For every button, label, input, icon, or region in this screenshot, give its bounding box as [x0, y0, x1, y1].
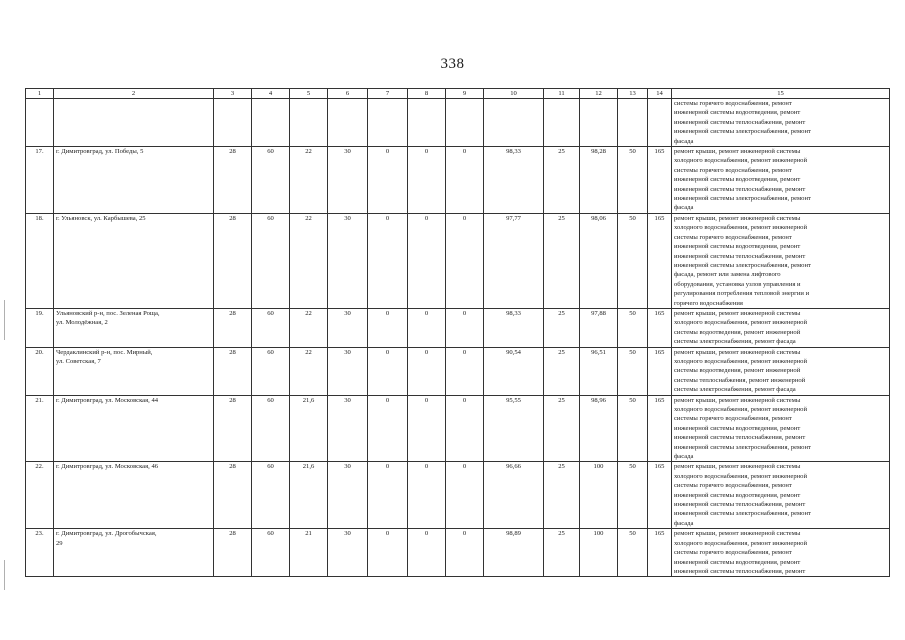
value-cell-c7: 0: [368, 347, 408, 395]
value-cell-c3: 28: [214, 147, 252, 214]
works-line: холодного водоснабжения, ремонт инженерной: [674, 157, 807, 165]
value-cell-c8: 0: [408, 395, 446, 462]
works-line: системы горячего водоснабжения, ремонт: [674, 233, 792, 241]
works-line: системы горячего водоснабжения, ремонт: [674, 100, 792, 107]
value-cell-c14: 165: [648, 147, 672, 214]
value-cell-c11: 25: [544, 147, 580, 214]
value-cell-c4: 60: [252, 347, 290, 395]
value-cell-c6: 30: [328, 462, 368, 529]
value-cell-c8: 0: [408, 308, 446, 347]
value-cell-c8: 0: [408, 529, 446, 577]
value-cell-c13: 50: [618, 347, 648, 395]
cell: [290, 99, 328, 147]
table-row: [26, 308, 890, 347]
works-line: системы электроснабжения, ремонт фасада: [674, 338, 796, 346]
column-header: 10: [484, 89, 544, 99]
value-cell-c10: 98,89: [484, 529, 544, 577]
value-cell-c10: 95,55: [484, 395, 544, 462]
address-line: ул. Молодёжная, 2: [56, 319, 108, 327]
value-cell-c6: 30: [328, 529, 368, 577]
works-cell: [672, 529, 890, 577]
works-line: инженерной системы теплоснабжения, ремонт: [674, 434, 806, 442]
works-line: ремонт крыши, ремонт инженерной системы: [674, 396, 801, 404]
works-line: инженерной системы электроснабжения, ремонт: [674, 195, 811, 203]
value-cell-c5: 22: [290, 347, 328, 395]
column-header: 9: [446, 89, 484, 99]
value-cell-c5: 21,6: [290, 395, 328, 462]
value-cell-c12: 97,88: [580, 308, 618, 347]
column-header: 6: [328, 89, 368, 99]
table-row: [26, 147, 890, 214]
value-cell-c7: 0: [368, 529, 408, 577]
address-line: г. Димитровград, ул. Дрогобычская,: [56, 530, 157, 538]
row-number: 23.: [26, 529, 54, 577]
works-line: инженерной системы теплоснабжения, ремонт: [674, 501, 806, 509]
address-cell: [54, 308, 214, 347]
value-cell-c12: 96,51: [580, 347, 618, 395]
value-cell-c9: 0: [446, 529, 484, 577]
value-cell-c8: 0: [408, 213, 446, 308]
works-line: инженерной системы теплоснабжения, ремонт: [674, 252, 806, 260]
works-line: инженерной системы водоотведения, ремонт: [674, 491, 801, 499]
page-number: 338: [440, 56, 465, 72]
value-cell-c3: 28: [214, 308, 252, 347]
works-cell: [672, 147, 890, 214]
value-cell-c4: 60: [252, 395, 290, 462]
works-line: ремонт крыши, ремонт инженерной системы: [674, 463, 801, 471]
value-cell-c5: 22: [290, 147, 328, 214]
works-line: инженерной системы водоотведения, ремонт: [674, 424, 801, 432]
works-line: системы электроснабжения, ремонт фасада: [674, 386, 796, 394]
scan-edge-mark: [4, 300, 5, 340]
works-line: инженерной системы водоотведения, ремонт: [674, 243, 801, 251]
works-line: холодного водоснабжения, ремонт инженерной: [674, 539, 807, 547]
works-line: инженерной системы электроснабжения, ремонт: [674, 261, 811, 269]
value-cell-c8: 0: [408, 147, 446, 214]
value-cell-c14: 165: [648, 462, 672, 529]
works-line: ремонт крыши, ремонт инженерной системы: [674, 309, 801, 317]
address-line: г. Димитровград, ул. Московская, 44: [56, 396, 159, 404]
row-number: 17.: [26, 147, 54, 214]
value-cell-c4: 60: [252, 529, 290, 577]
row-number: 19.: [26, 308, 54, 347]
works-line: системы горячего водоснабжения, ремонт: [674, 482, 792, 490]
value-cell-c5: 21,6: [290, 462, 328, 529]
address-line: ул. Советская, 7: [56, 357, 101, 365]
header-row: [26, 89, 890, 99]
value-cell-c10: 98,33: [484, 308, 544, 347]
works-line: оборудования, установка узлов управления и: [674, 280, 801, 288]
cell: [580, 99, 618, 147]
works-line: инженерной системы теплоснабжения, ремонт: [674, 118, 806, 126]
column-header: 4: [252, 89, 290, 99]
value-cell-c13: 50: [618, 147, 648, 214]
column-header: 8: [408, 89, 446, 99]
column-header: 13: [618, 89, 648, 99]
value-cell-c13: 50: [618, 462, 648, 529]
works-line: инженерной системы электроснабжения, ремонт: [674, 443, 811, 451]
table-body: [26, 99, 890, 577]
cell: [544, 99, 580, 147]
address-line: Ульяновский р-н, пос. Зеленая Роща,: [56, 309, 160, 317]
value-cell-c4: 60: [252, 462, 290, 529]
value-cell-c8: 0: [408, 462, 446, 529]
works-line: ремонт крыши, ремонт инженерной системы: [674, 348, 801, 356]
value-cell-c10: 98,33: [484, 147, 544, 214]
table-row: [26, 462, 890, 529]
cell: [648, 99, 672, 147]
column-header: 15: [672, 89, 890, 99]
works-cell: [672, 347, 890, 395]
works-cell: [672, 213, 890, 308]
works-line: холодного водоснабжения, ремонт инженерной: [674, 224, 807, 232]
cell: [26, 99, 54, 147]
value-cell-c5: 22: [290, 308, 328, 347]
works-line: фасада: [674, 453, 694, 461]
value-cell-c13: 50: [618, 213, 648, 308]
column-header: 3: [214, 89, 252, 99]
cell: [368, 99, 408, 147]
value-cell-c7: 0: [368, 308, 408, 347]
table-row: [26, 529, 890, 577]
address-line: г. Димитровград, ул. Московская, 46: [56, 463, 159, 471]
value-cell-c7: 0: [368, 147, 408, 214]
value-cell-c14: 165: [648, 347, 672, 395]
value-cell-c11: 25: [544, 462, 580, 529]
works-cell: [672, 462, 890, 529]
works-line: холодного водоснабжения, ремонт инженерной: [674, 357, 807, 365]
continuation-row: [26, 99, 890, 147]
value-cell-c9: 0: [446, 395, 484, 462]
value-cell-c9: 0: [446, 462, 484, 529]
value-cell-c5: 22: [290, 213, 328, 308]
works-line: инженерной системы водоотведения, ремонт: [674, 558, 801, 566]
works-line: системы водоотведения, ремонт инженерной: [674, 367, 801, 375]
value-cell-c14: 165: [648, 308, 672, 347]
address-cell: [54, 462, 214, 529]
address-cell: [54, 213, 214, 308]
works-line: горячего водоснабжения: [674, 299, 743, 307]
value-cell-c5: 21: [290, 529, 328, 577]
works-line: холодного водоснабжения, ремонт инженерной: [674, 406, 807, 413]
cell: [214, 99, 252, 147]
row-number: 21.: [26, 395, 54, 462]
table-row: [26, 347, 890, 395]
column-header: 1: [26, 89, 54, 99]
works-line: инженерной системы электроснабжения, ремонт: [674, 510, 811, 518]
column-header: 7: [368, 89, 408, 99]
cell: [618, 99, 648, 147]
works-line: фасада, ремонт или замена лифтового: [674, 271, 781, 279]
value-cell-c6: 30: [328, 308, 368, 347]
value-cell-c13: 50: [618, 395, 648, 462]
works-line: инженерной системы водоотведения, ремонт: [674, 176, 801, 184]
works-line: системы теплоснабжения, ремонт инженерной: [674, 376, 806, 384]
value-cell-c9: 0: [446, 347, 484, 395]
value-cell-c14: 165: [648, 213, 672, 308]
works-line: холодного водоснабжения, ремонт инженерной: [674, 319, 807, 327]
value-cell-c9: 0: [446, 213, 484, 308]
value-cell-c14: 165: [648, 529, 672, 577]
column-header: 12: [580, 89, 618, 99]
column-header: 11: [544, 89, 580, 99]
value-cell-c6: 30: [328, 213, 368, 308]
value-cell-c11: 25: [544, 308, 580, 347]
value-cell-c10: 90,54: [484, 347, 544, 395]
scan-edge-mark: [4, 560, 5, 590]
works-line: холодного водоснабжения, ремонт инженерной: [674, 472, 807, 480]
works-line: инженерной системы теплоснабжения, ремонт: [674, 567, 806, 575]
value-cell-c3: 28: [214, 529, 252, 577]
address-line: 29: [56, 539, 63, 547]
cell: [446, 99, 484, 147]
value-cell-c4: 60: [252, 147, 290, 214]
works-cell: [672, 395, 890, 462]
address-line: Чердаклинский р-н, пос. Мирный,: [56, 348, 153, 356]
value-cell-c7: 0: [368, 395, 408, 462]
value-cell-c3: 28: [214, 395, 252, 462]
cell: [252, 99, 290, 147]
address-cell: [54, 347, 214, 395]
value-cell-c3: 28: [214, 347, 252, 395]
works-line: фасада: [674, 137, 694, 145]
value-cell-c11: 25: [544, 213, 580, 308]
value-cell-c11: 25: [544, 395, 580, 462]
works-line: системы горячего водоснабжения, ремонт: [674, 166, 792, 174]
works-line: инженерной системы электроснабжения, ремонт: [674, 128, 811, 136]
works-line: ремонт крыши, ремонт инженерной системы: [674, 148, 801, 156]
value-cell-c8: 0: [408, 347, 446, 395]
row-number: 18.: [26, 213, 54, 308]
table-row: [26, 395, 890, 462]
value-cell-c12: 98,96: [580, 395, 618, 462]
value-cell-c12: 98,28: [580, 147, 618, 214]
cell: [484, 99, 544, 147]
value-cell-c13: 50: [618, 529, 648, 577]
address-line: г. Димитровград, ул. Победы, 5: [56, 148, 144, 156]
value-cell-c10: 96,66: [484, 462, 544, 529]
value-cell-c11: 25: [544, 529, 580, 577]
value-cell-c12: 100: [580, 462, 618, 529]
value-cell-c6: 30: [328, 347, 368, 395]
works-line: инженерной системы теплоснабжения, ремонт: [674, 185, 806, 193]
value-cell-c4: 60: [252, 308, 290, 347]
row-number: 20.: [26, 347, 54, 395]
value-cell-c9: 0: [446, 147, 484, 214]
works-line: инженерной системы водоотведения, ремонт: [674, 109, 801, 117]
address-cell: [54, 529, 214, 577]
address-cell: [54, 395, 214, 462]
works-line: системы горячего водоснабжения, ремонт: [674, 415, 792, 423]
works-line: системы горячего водоснабжения, ремонт: [674, 549, 792, 557]
value-cell-c10: 97,77: [484, 213, 544, 308]
value-cell-c11: 25: [544, 347, 580, 395]
cell: [408, 99, 446, 147]
works-line: системы водоотведения, ремонт инженерной: [674, 328, 801, 336]
value-cell-c12: 100: [580, 529, 618, 577]
works-line: фасада: [674, 519, 694, 527]
works-cell: [672, 99, 890, 147]
value-cell-c14: 165: [648, 395, 672, 462]
table-row: [26, 213, 890, 308]
address-cell: [54, 147, 214, 214]
value-cell-c7: 0: [368, 462, 408, 529]
value-cell-c4: 60: [252, 213, 290, 308]
value-cell-c6: 30: [328, 395, 368, 462]
column-header: 2: [54, 89, 214, 99]
value-cell-c12: 98,06: [580, 213, 618, 308]
works-line: регулирования потребления тепловой энергии и: [674, 290, 810, 298]
value-cell-c9: 0: [446, 308, 484, 347]
row-number: 22.: [26, 462, 54, 529]
value-cell-c6: 30: [328, 147, 368, 214]
value-cell-c7: 0: [368, 213, 408, 308]
works-cell: [672, 308, 890, 347]
works-line: ремонт крыши, ремонт инженерной системы: [674, 530, 801, 538]
address-line: г. Ульяновск, ул. Карбышева, 25: [56, 214, 146, 222]
cell: [54, 99, 214, 147]
column-header: 5: [290, 89, 328, 99]
value-cell-c3: 28: [214, 213, 252, 308]
works-line: ремонт крыши, ремонт инженерной системы: [674, 214, 801, 222]
works-line: фасада: [674, 204, 694, 212]
repair-works-table: [25, 88, 890, 577]
column-header: 14: [648, 89, 672, 99]
cell: [328, 99, 368, 147]
value-cell-c13: 50: [618, 308, 648, 347]
value-cell-c3: 28: [214, 462, 252, 529]
